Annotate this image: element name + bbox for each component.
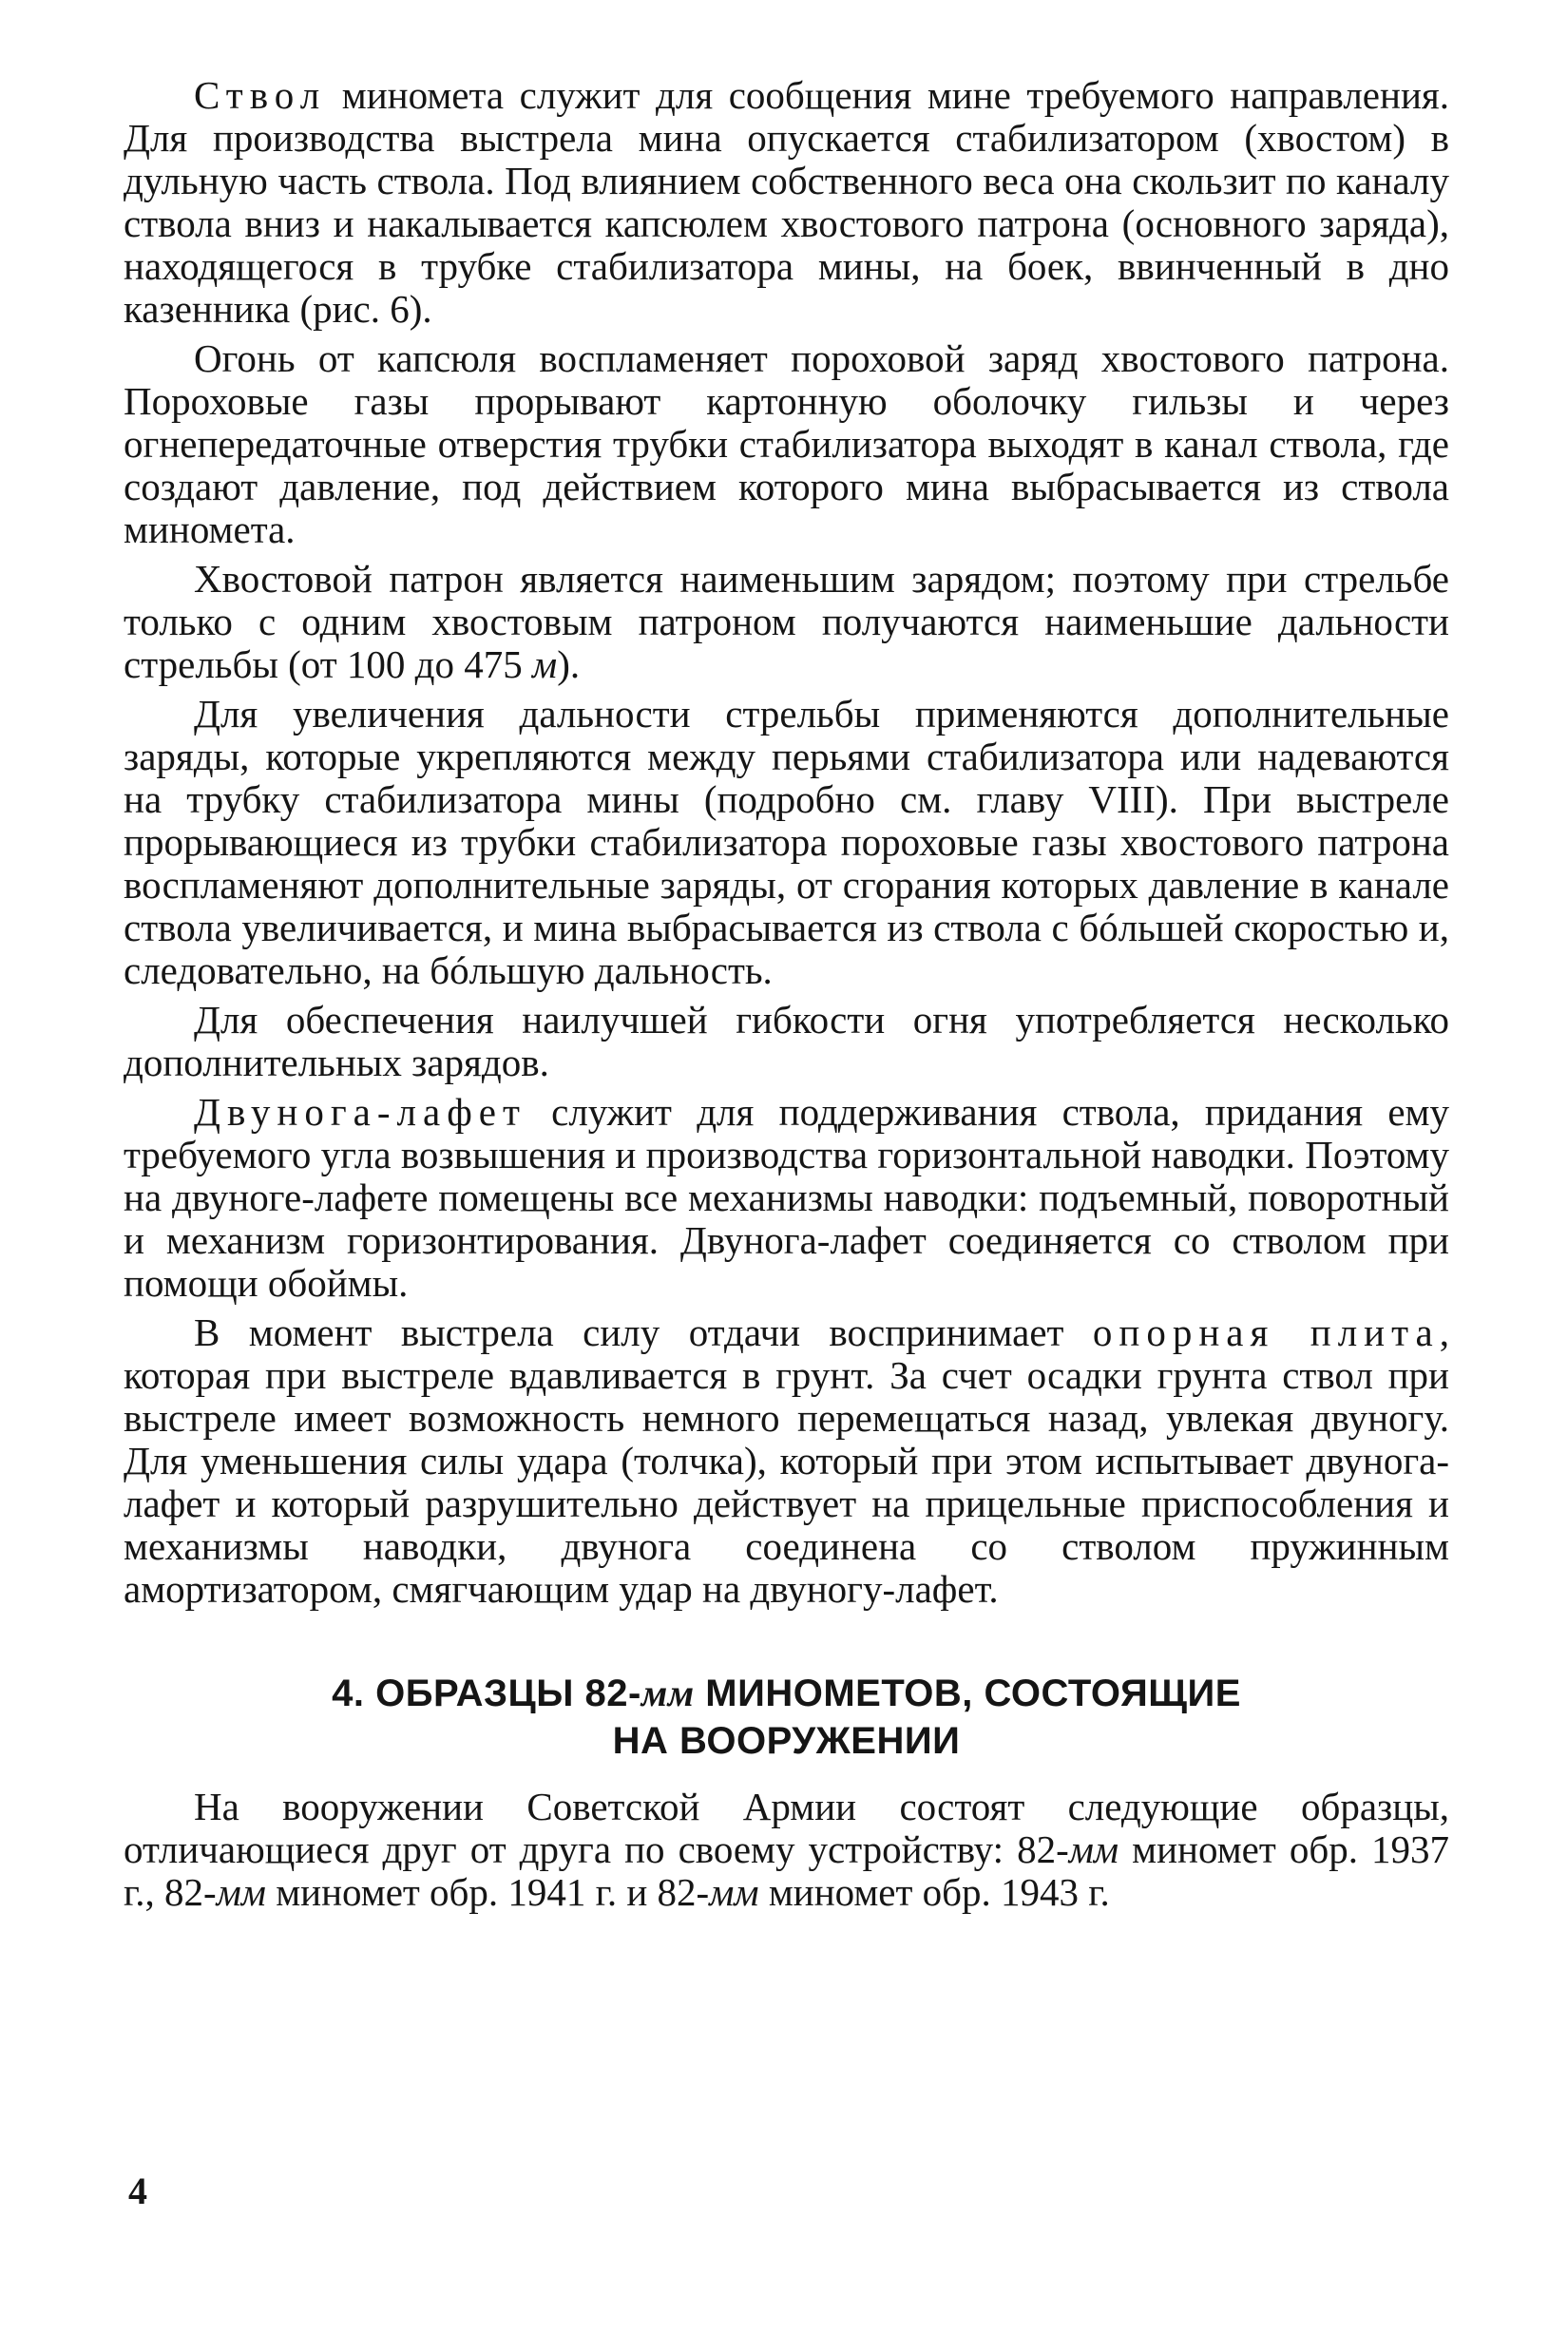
page-number: 4 — [128, 2170, 147, 2212]
paragraph-ignition — [124, 337, 1449, 551]
paragraph-tail-charge — [124, 558, 1449, 686]
paragraph-additional-charges — [124, 693, 1449, 992]
section-heading-line-1 — [124, 1670, 1449, 1717]
paragraph-baseplate-pre: В момент выстрела силу отдачи воспринимает — [194, 1310, 1093, 1354]
paragraph-tail-charge-tail: ). — [557, 642, 581, 686]
models-text: миномет обр. 1941 г. и 82- — [265, 1870, 710, 1914]
term-baseplate: опорная плита — [1092, 1310, 1440, 1354]
paragraph-additional-charges-text: Для увеличения дальности стрельбы применяются дополнительные заряды, которые укрепляются между перьями стабилизатора или надеваются на трубку стабилизатора мины (подробно см. главу VIII). При выстреле прорывающиеся из трубки стабилизатора пороховые газы хвостового патрона воспламеняют дополнительные заряды, от сгорания которых давление в канале ствола увеличивается, и мина выбрасывается из ствола с бóльшей скоростью и, следовательно, на бóльшую дальность. — [124, 692, 1449, 992]
paragraph-flexibility — [124, 999, 1449, 1084]
paragraph-baseplate-text: , которая при выстреле вдавливается в грунт. За счет осадки грунта ствол при выстреле имеет возможность немного перемещаться назад, увлекая двуногу. Для уменьшения силы удара (толчка), который при этом испытывает двунога-лафет и который разрушительно действует на прицельные приспособления и механизмы наводки, двунога соединена со стволом пружинным амортизатором, смягчающим удар на двуногу-лафет. — [124, 1310, 1449, 1611]
section-heading — [124, 1670, 1449, 1765]
paragraph-tail-charge-text: Хвостовой патрон является наименьшим зарядом; поэтому при стрельбе только с одним хвостовым патроном получаются наименьшие дальности стрельбы (от 100 до 475 — [124, 557, 1449, 686]
term-barrel: Ствол — [194, 73, 327, 117]
paragraph-bipod-text: служит для поддерживания ствола, придания ему требуемого угла возвышения и производства горизонтальной наводки. Поэтому на двуноге-лафете помещены все механизмы наводки: подъемный, поворотный и механизм горизонтирования. Двунога-лафет соединяется со стволом при помощи обоймы. — [124, 1090, 1449, 1305]
models-text: На вооружении Советской Армии состоят следующие образцы, отличающиеся друг от друга по своему устройству: 82- — [124, 1785, 1449, 1871]
heading-part: МИНОМЕТОВ, СОСТОЯЩИЕ — [694, 1673, 1241, 1714]
heading-part: 4. ОБРАЗЦЫ 82- — [332, 1673, 641, 1714]
section-heading-line-2: НА ВООРУЖЕНИИ — [612, 1720, 961, 1762]
page-body — [124, 74, 1449, 1914]
paragraph-flexibility-text: Для обеспечения наилучшей гибкости огня употребляется несколько дополнительных зарядов. — [124, 998, 1449, 1084]
unit-mm: мм — [1068, 1827, 1119, 1871]
paragraph-bipod — [124, 1091, 1449, 1305]
heading-unit: мм — [641, 1672, 695, 1714]
term-bipod: Двунога-лафет — [194, 1090, 526, 1134]
models-text: миномет обр. 1937 г., 82- — [124, 1827, 1450, 1914]
paragraph-barrel — [124, 74, 1449, 331]
models-text: миномет обр. 1943 г. — [758, 1870, 1110, 1914]
unit-mm: мм — [216, 1870, 266, 1914]
paragraph-baseplate — [124, 1311, 1449, 1611]
unit-meters: м — [532, 642, 558, 686]
paragraph-barrel-text: миномета служит для сообщения мине требуемого направления. Для производства выстрела мина опускается стабилизатором (хвостом) в дульную часть ствола. Под влиянием собственного веса она скользит по каналу ствола вниз и накалывается капсюлем хвостового патрона (основного заряда), находящегося в трубке стабилизатора мины, на боек, ввинченный в дно казенника (рис. 6). — [124, 73, 1449, 331]
paragraph-ignition-text: Огонь от капсюля воспламеняет пороховой заряд хвостового патрона. Пороховые газы прорывают картонную оболочку гильзы и через огнепередаточные отверстия трубки стабилизатора выходят в канал ствола, где создают давление, под действием которого мина выбрасывается из ствола миномета. — [124, 336, 1449, 551]
paragraph-models — [124, 1786, 1449, 1914]
unit-mm: мм — [709, 1870, 759, 1914]
